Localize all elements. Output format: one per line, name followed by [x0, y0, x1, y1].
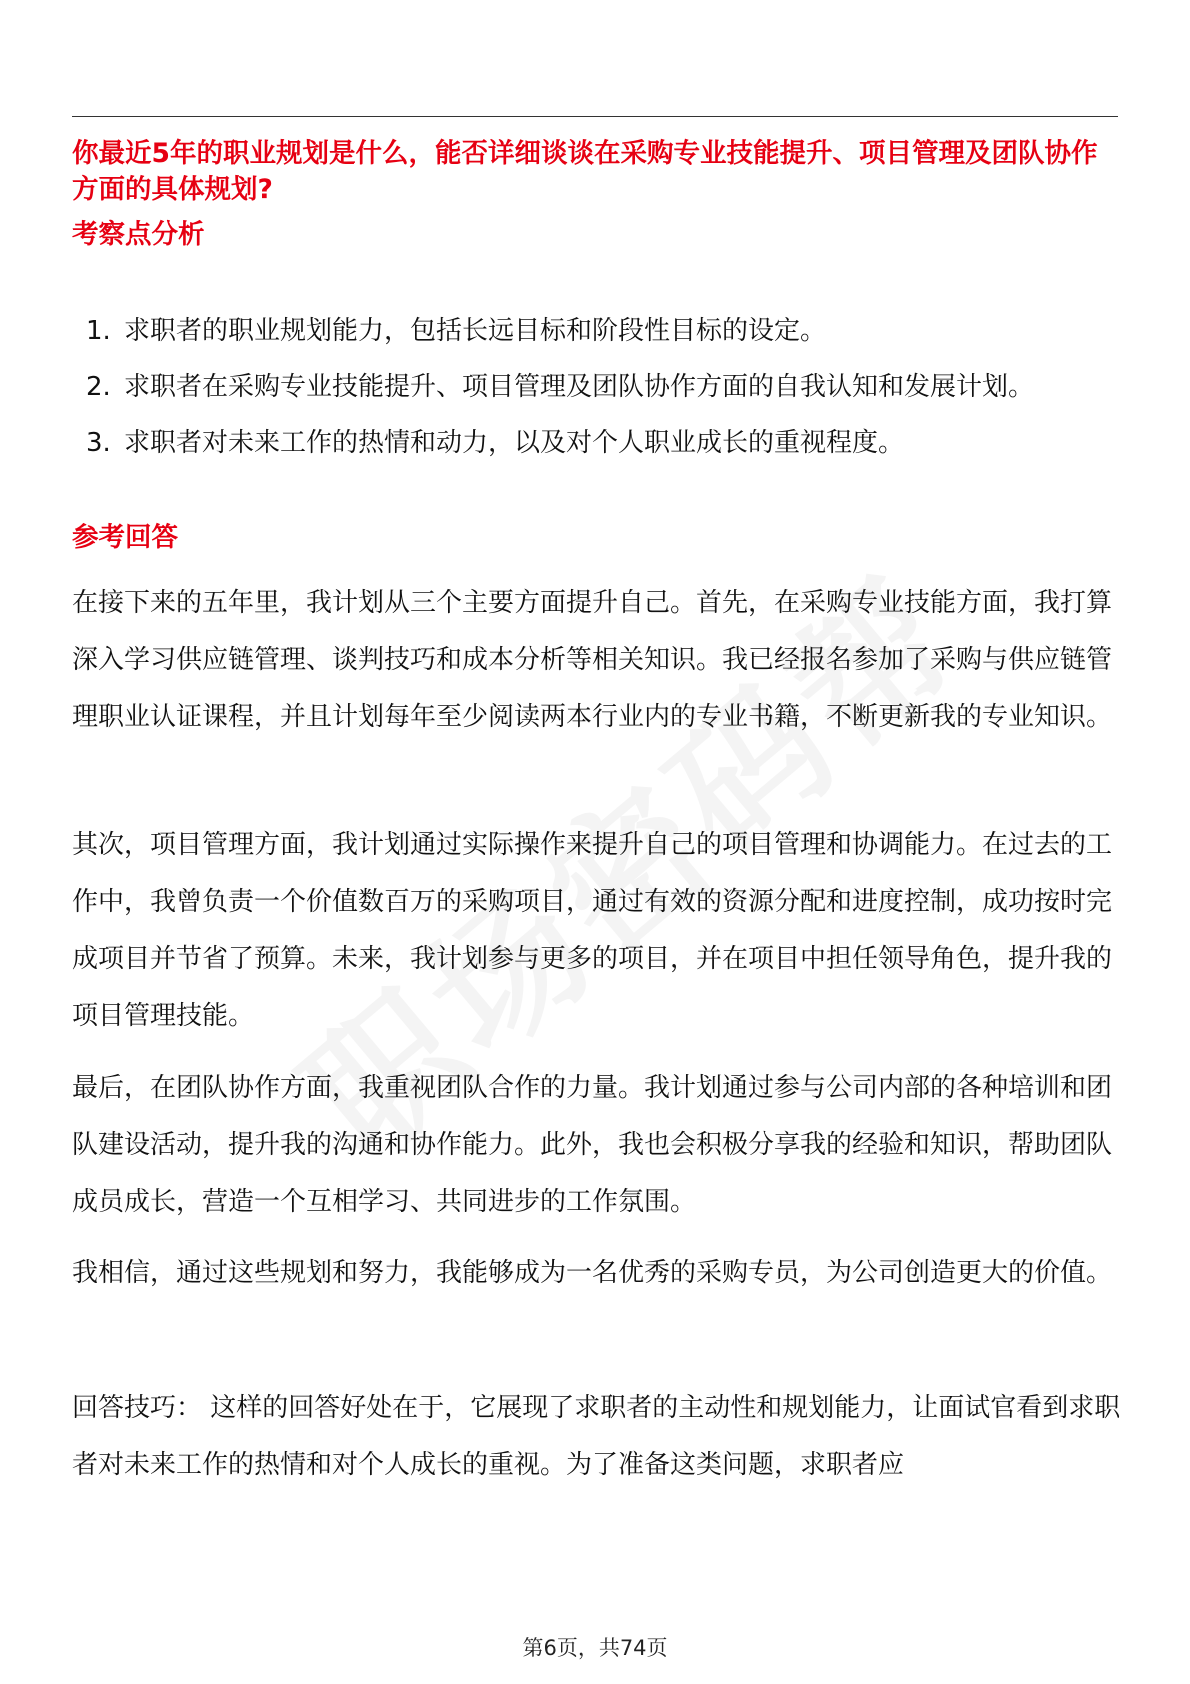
list-number: 1. — [86, 316, 111, 346]
list-number: 2. — [86, 372, 111, 402]
answer-paragraph: 在接下来的五年里，我计划从三个主要方面提升自己。首先，在采购专业技能方面，我打算深入学习供应链管理、谈判技巧和成本分析等相关知识。我已经报名参加了采购与供应链管理职业认证课程，并且计划每年至少阅读两本行业内的专业书籍，不断更新我的专业知识。 — [72, 588, 1113, 732]
page-number: 第6页，共74页 — [522, 1636, 668, 1660]
analysis-item — [72, 416, 1118, 470]
question-heading: 你最近5年的职业规划是什么，能否详细谈谈在采购专业技能提升、项目管理及团队协作方面的具体规划? — [72, 138, 1098, 205]
analysis-item — [72, 360, 1118, 414]
answer-tips-paragraph: 回答技巧： 这样的回答好处在于，它展现了求职者的主动性和规划能力，让面试官看到求职者对未来工作的热情和对个人成长的重视。为了准备这类问题，求职者应 — [72, 1393, 1121, 1480]
analysis-item-text: 求职者在采购专业技能提升、项目管理及团队协作方面的自我认知和发展计划。 — [124, 372, 1035, 402]
answer-paragraph: 最后，在团队协作方面，我重视团队合作的力量。我计划通过参与公司内部的各种培训和团队建设活动，提升我的沟通和协作能力。此外，我也会积极分享我的经验和知识，帮助团队成员成长，营造一个互相学习、共同进步的工作氛围。 — [72, 1073, 1113, 1217]
top-divider — [72, 116, 1118, 117]
answer-section-title: 参考回答 — [72, 522, 178, 553]
analysis-item-text: 求职者的职业规划能力，包括长远目标和阶段性目标的设定。 — [124, 316, 827, 346]
analysis-item — [72, 304, 1118, 358]
answer-paragraph: 其次，项目管理方面，我计划通过实际操作来提升自己的项目管理和协调能力。在过去的工作中，我曾负责一个价值数百万的采购项目，通过有效的资源分配和进度控制，成功按时完成项目并节省了预算。未来，我计划参与更多的项目，并在项目中担任领导角色，提升我的项目管理技能。 — [72, 830, 1113, 1031]
list-number: 3. — [86, 428, 111, 458]
analysis-section-title: 考察点分析 — [72, 219, 205, 250]
analysis-item-text: 求职者对未来工作的热情和动力，以及对个人职业成长的重视程度。 — [124, 428, 905, 458]
answer-paragraph: 我相信，通过这些规划和努力，我能够成为一名优秀的采购专员，为公司创造更大的价值。 — [72, 1258, 1113, 1288]
analysis-list — [72, 304, 1118, 472]
